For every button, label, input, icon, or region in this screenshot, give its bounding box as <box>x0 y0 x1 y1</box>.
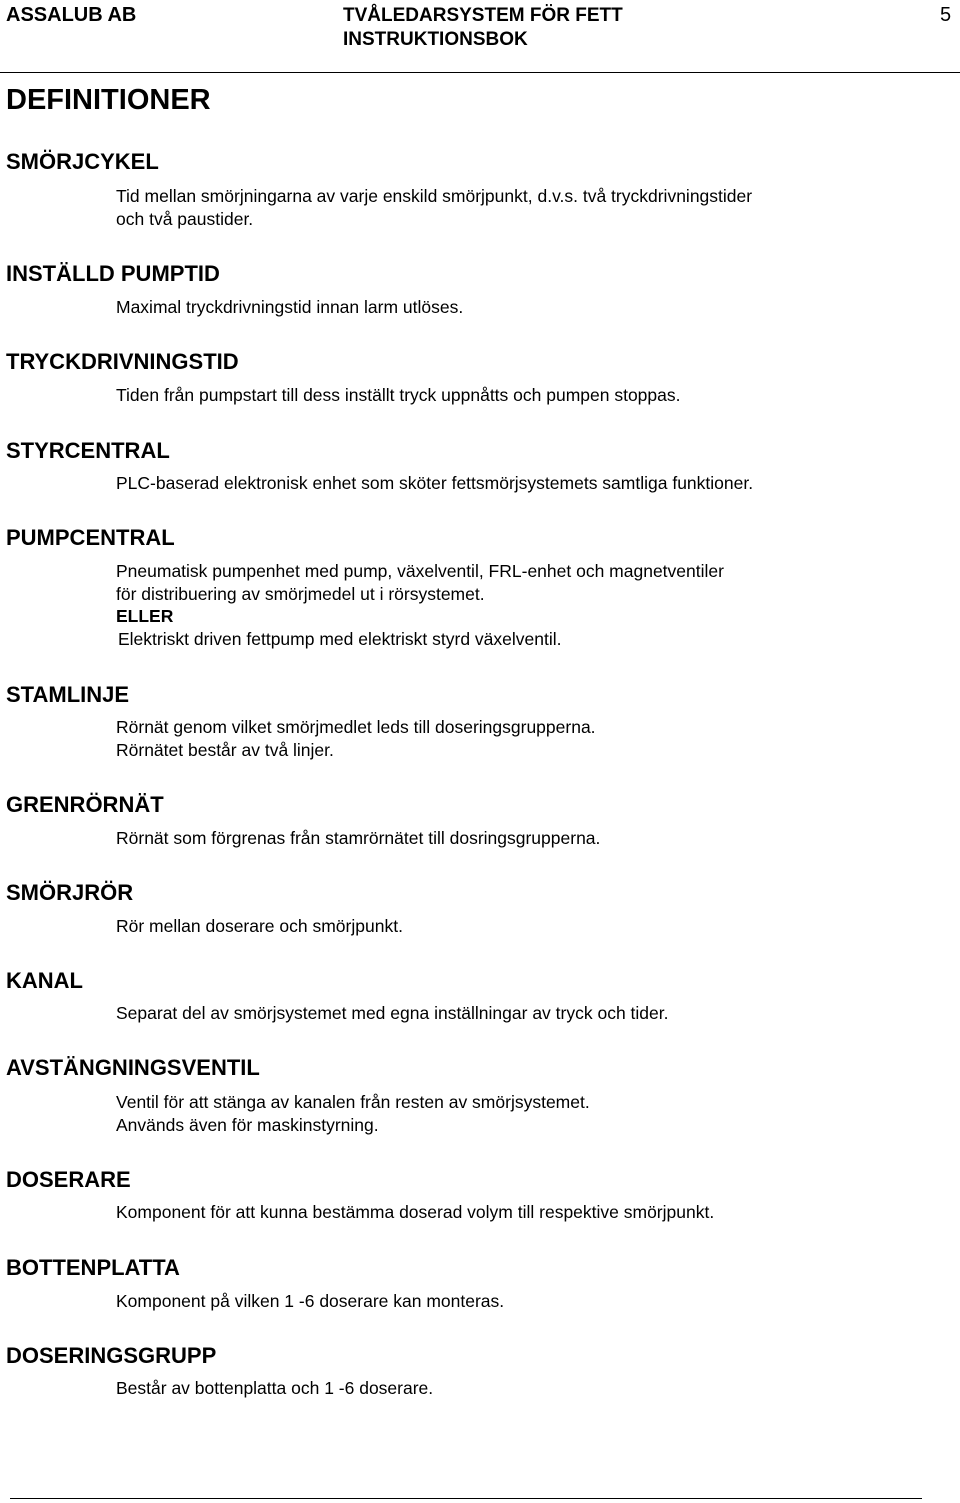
term-tryckdrivningstid: TRYCKDRIVNINGSTID <box>6 349 239 374</box>
definition-line: Används även för maskinstyrning. <box>116 1114 379 1135</box>
definition-line: Rörnät genom vilket smörjmedlet leds till doseringsgrupperna. <box>116 717 596 737</box>
definition-line: Ventil för att stänga av kanalen från resten av smörjsystemet. <box>116 1092 590 1112</box>
term-styrcentral: STYRCENTRAL <box>6 438 170 463</box>
term-kanal: KANAL <box>6 968 83 993</box>
definition-smorjror <box>116 915 936 938</box>
footer-divider <box>10 1498 922 1499</box>
definition-line: Tid mellan smörjningarna av varje enskild smörjpunkt, d.v.s. två tryckdrivningstider <box>116 186 753 206</box>
definition-line: Komponent för att kunna bestämma doserad volym till respektive smörjpunkt. <box>116 1202 715 1222</box>
header-divider <box>0 72 960 73</box>
document-title <box>343 4 623 52</box>
definition-smorjcykel <box>116 185 936 230</box>
definition-line: Separat del av smörjsystemet med egna inställningar av tryck och tider. <box>116 1003 669 1023</box>
definition-grenrornat <box>116 827 936 850</box>
term-doseringsgrupp: DOSERINGSGRUPP <box>6 1343 217 1368</box>
company-name: ASSALUB AB <box>6 4 137 26</box>
definition-stamlinje <box>116 716 936 761</box>
definition-line: Rörnät som förgrenas från stamrörnätet till dosringsgrupperna. <box>116 828 601 848</box>
definition-line: Tiden från pumpstart till dess inställt tryck uppnåtts och pumpen stoppas. <box>116 385 681 405</box>
definition-installd-pumptid <box>116 296 936 319</box>
term-doserare: DOSERARE <box>6 1167 131 1192</box>
term-installd-pumptid: INSTÄLLD PUMPTID <box>6 261 220 286</box>
definition-or-label: ELLER <box>116 606 174 626</box>
definition-line: Består av bottenplatta och 1 -6 doserare. <box>116 1378 434 1398</box>
term-grenrornat: GRENRÖRNÄT <box>6 792 164 817</box>
definition-styrcentral <box>116 472 936 495</box>
term-stamlinje: STAMLINJE <box>6 682 130 707</box>
definition-kanal <box>116 1002 936 1025</box>
term-pumpcentral: PUMPCENTRAL <box>6 525 175 550</box>
term-smorjcykel: SMÖRJCYKEL <box>6 149 159 174</box>
page-title: DEFINITIONER <box>6 84 211 116</box>
page-number: 5 <box>940 4 952 26</box>
definition-line: Komponent på vilken 1 -6 doserare kan monteras. <box>116 1291 505 1311</box>
definition-line: Maximal tryckdrivningstid innan larm utlöses. <box>116 297 464 317</box>
definition-tryckdrivningstid <box>116 384 936 407</box>
document-title-line-2: INSTRUKTIONSBOK <box>343 29 528 50</box>
definition-line: Rör mellan doserare och smörjpunkt. <box>116 916 403 936</box>
definition-doseringsgrupp <box>116 1377 936 1400</box>
definition-line: Rörnätet består av två linjer. <box>116 739 334 760</box>
term-avstangningsventil: AVSTÄNGNINGSVENTIL <box>6 1055 260 1080</box>
term-smorjror: SMÖRJRÖR <box>6 880 134 905</box>
document-title-line-1: TVÅLEDARSYSTEM FÖR FETT <box>343 5 623 26</box>
definition-line: Pneumatisk pumpenhet med pump, växelventil, FRL-enhet och magnetventiler <box>116 561 724 581</box>
definition-avstangningsventil <box>116 1091 936 1136</box>
definition-line: PLC-baserad elektronisk enhet som sköter fettsmörjsystemets samtliga funktioner. <box>116 473 754 493</box>
definition-doserare <box>116 1201 936 1224</box>
definition-line: Elektriskt driven fettpump med elektriskt styrd växelventil. <box>118 628 562 649</box>
definition-line: för distribuering av smörjmedel ut i rörsystemet. <box>116 583 485 604</box>
definition-pumpcentral <box>116 560 936 650</box>
definition-line: och två paustider. <box>116 208 254 229</box>
term-bottenplatta: BOTTENPLATTA <box>6 1255 180 1280</box>
definition-bottenplatta <box>116 1290 936 1313</box>
